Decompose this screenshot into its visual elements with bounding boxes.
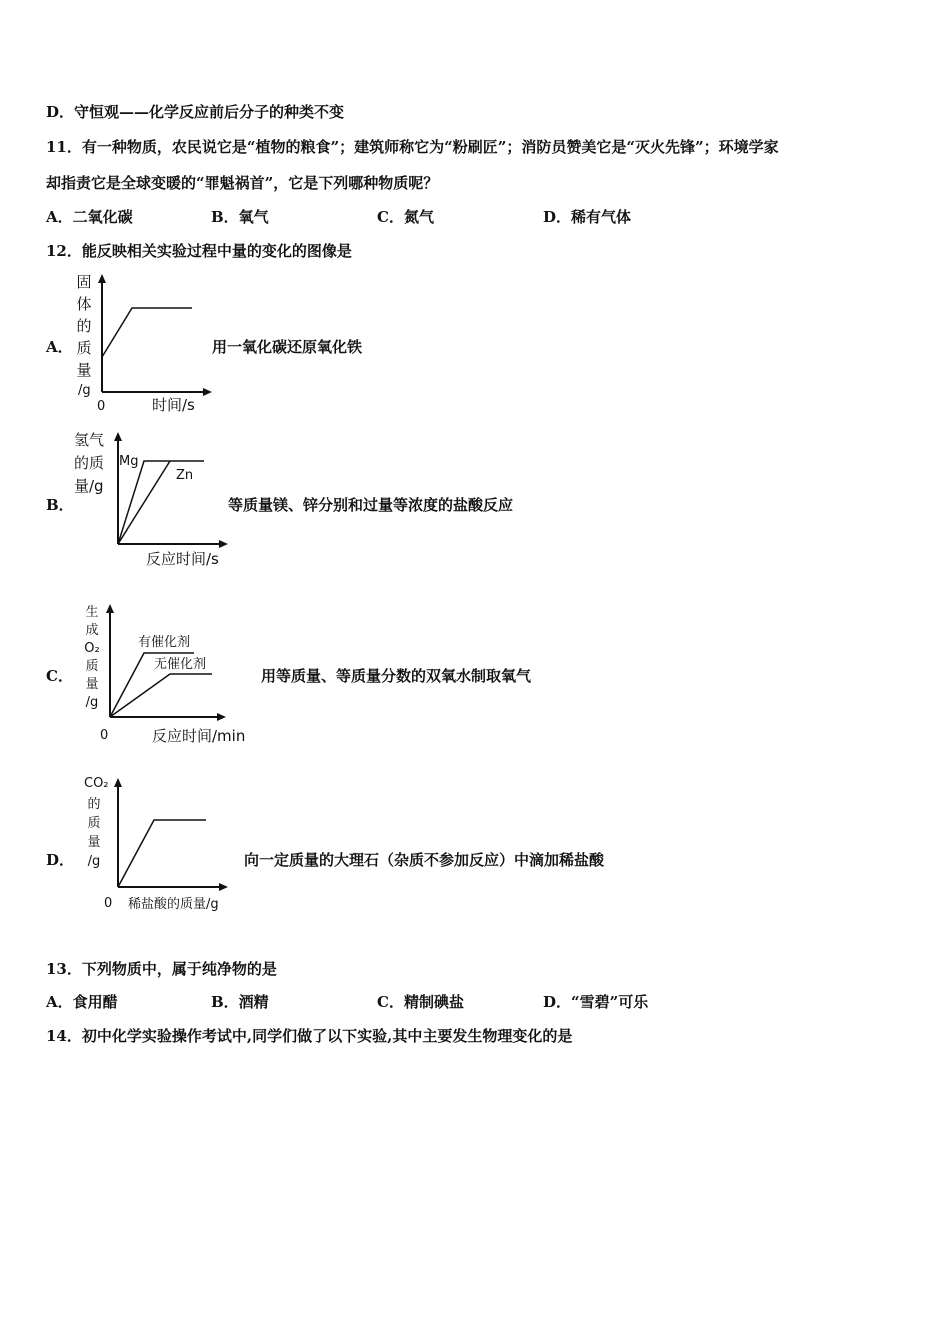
q12-b-zn-line: [118, 461, 170, 544]
q12-d-xlabel: 稀盐酸的质量/g: [128, 897, 219, 912]
q13-stem: 13．下列物质中，属于纯净物的是: [46, 960, 277, 978]
q12-c-origin: 0: [100, 728, 109, 743]
q12-d-ylabel-char: CO₂: [84, 776, 109, 791]
q11-stem-line1: 11．有一种物质，农民说它是“植物的粮食”；建筑师称它为“粉刷匠”；消防员赞美它是“灭火先锋”；环境学家: [46, 138, 779, 156]
q12-c-description: 用等质量、等质量分数的双氧水制取氧气: [261, 667, 532, 685]
q12-c-x-arrow: [217, 713, 226, 721]
q12-stem: 12．能反映相关实验过程中量的变化的图像是: [46, 242, 352, 260]
q12-c-ylabel-char: 质: [85, 659, 99, 674]
q12-a-ylabel-char: 固: [76, 273, 92, 291]
q12-d-letter[interactable]: D．: [46, 851, 75, 869]
q12-a-ylabel-char: 量: [76, 361, 92, 379]
q12-b-x-arrow: [219, 540, 228, 548]
q12-c-ylabel-char: O₂: [84, 641, 100, 656]
q12-d-ylabel-char: 量: [87, 835, 101, 850]
q12-a-description: 用一氧化碳还原氧化铁: [212, 338, 363, 356]
q12-d-y-arrow: [114, 778, 122, 787]
q11-option-b[interactable]: B．氧气: [211, 208, 269, 226]
q12-b-plot: [110, 428, 232, 552]
q12-d-ylabel-char: 质: [87, 816, 101, 831]
q11-stem-line2: 却指责它是全球变暖的“罪魁祸首”，它是下列哪种物质呢？: [46, 174, 439, 192]
q12-c-ylabel-char: 量: [85, 677, 99, 692]
q12-b-ylabel-line: 氢气: [74, 431, 105, 449]
q12-d-curve: [118, 820, 206, 887]
q12-c-ylabel-char: /g: [85, 695, 99, 710]
q12-d-x-arrow: [219, 883, 228, 891]
q12-a-ylabel-unit: /g: [78, 383, 91, 398]
q11-option-c[interactable]: C．氮气: [377, 208, 434, 226]
q12-d-description: 向一定质量的大理石（杂质不参加反应）中滴加稀盐酸: [244, 851, 605, 869]
q12-d-plot: [110, 774, 234, 892]
q12-b-zn-label: Zn: [176, 468, 194, 483]
q12-b-xlabel: 反应时间/s: [146, 550, 219, 568]
q12-c-letter[interactable]: C．: [46, 667, 73, 685]
q12-b-ylabel-line: 的质: [74, 454, 105, 472]
q12-a-ylabel-char: 体: [76, 295, 92, 313]
q12-b-y-arrow: [114, 432, 122, 441]
q12-a-origin: 0: [97, 399, 106, 414]
q12-a-ylabel-char: 的: [76, 317, 92, 335]
q12-c-no-catalyst-label: 无催化剂: [154, 657, 207, 672]
q12-c-xlabel: 反应时间/min: [152, 727, 246, 745]
q14-stem: 14．初中化学实验操作考试中,同学们做了以下实验,其中主要发生物理变化的是: [46, 1027, 573, 1045]
q12-d-ylabel-char: 的: [87, 797, 101, 812]
q12-b-ylabel-line: 量/g: [74, 477, 104, 495]
q12-c-plot: [102, 600, 232, 722]
q12-c-catalyst-label: 有催化剂: [138, 635, 191, 650]
q12-a-curve: [102, 308, 192, 357]
q12-a-plot: [94, 272, 216, 396]
q13-option-b[interactable]: B．酒精: [211, 993, 269, 1011]
q10-option-d: D．守恒观——化学反应前后分子的种类不变: [46, 103, 345, 121]
q11-option-d[interactable]: D．稀有气体: [543, 208, 632, 226]
q13-option-a[interactable]: A．食用醋: [46, 993, 118, 1011]
q11-option-a[interactable]: A．二氧化碳: [46, 208, 133, 226]
q12-a-ylabel-char: 质: [76, 339, 92, 357]
q12-b-description: 等质量镁、锌分别和过量等浓度的盐酸反应: [228, 496, 514, 514]
q12-a-x-arrow: [203, 388, 212, 396]
q13-option-c[interactable]: C．精制碘盐: [377, 993, 464, 1011]
q12-b-mg-label: Mg: [119, 454, 139, 469]
q12-a-xlabel: 时间/s: [152, 396, 195, 414]
q12-d-origin: 0: [104, 896, 113, 911]
q12-a-y-arrow: [98, 274, 106, 283]
q12-d-ylabel-char: /g: [87, 854, 101, 869]
q13-option-d[interactable]: D．“雪碧”可乐: [543, 993, 649, 1011]
q12-c-no-catalyst-line: [110, 674, 212, 717]
q12-b-letter[interactable]: B．: [46, 496, 74, 514]
q12-c-ylabel-char: 成: [85, 623, 99, 638]
q12-c-y-arrow: [106, 604, 114, 613]
q12-a-letter[interactable]: A．: [46, 338, 73, 356]
q12-c-ylabel-char: 生: [85, 605, 99, 620]
